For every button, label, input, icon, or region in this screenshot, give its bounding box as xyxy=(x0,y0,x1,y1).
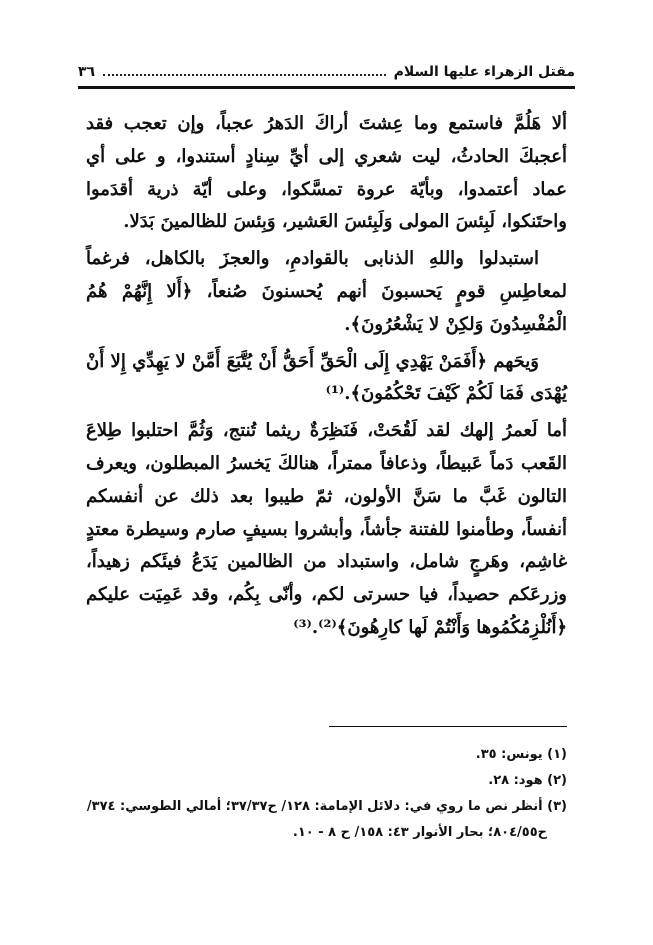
running-header xyxy=(78,54,575,80)
header-rule xyxy=(78,86,575,89)
footnote: (١) يونس: ٣٥. xyxy=(475,747,567,762)
paragraph: استبدلوا واللهِ الذنابى بالقوادمِ، والعجزَ بالكاهل، فرغماً لمعاطِسِ قومٍ يَحسبونَ أنهم يُحسنونَ صُنعاً، ﴿أَلا إِنَّهُمْ هُمُ الْمُفْسِدُونَ وَلكِنْ لا يَشْعُرُونَ﴾. xyxy=(86,248,567,335)
main-text xyxy=(86,108,567,649)
footnotes xyxy=(86,742,567,846)
footnote-separator xyxy=(329,726,567,727)
header-dotted-leader xyxy=(103,74,386,76)
footnote: (٣) أنظر نص ما روي في: دلائل الإمامة: ١٢٨/ ح٣٧/٣٧؛ أمالي الطوسي: ٣٧٤/ xyxy=(86,799,567,814)
page-number: ٣٦ xyxy=(78,64,96,80)
footnote: (٢) هود: ٢٨. xyxy=(488,773,567,788)
footnote-continuation: ح٨٠٤/٥٥؛ بحار الأنوار ٤٣: ١٥٨/ ح ٨ - ١٠. xyxy=(292,825,547,840)
header-title: مقتل الزهراء عليها السلام xyxy=(393,64,575,80)
paragraph: ألا هَلُمَّ فاستمع وما عِشتَ أراكَ الدَهرُ عجباً، وإن تعجب فقد أعجبكَ الحادثُ، ليت شعري إلى أيِّ سِنادٍ أستندوا، و على أي عماد أعتمدوا، وبأيّة عروة تمسَّكوا، وعلى أيّة ذرية أقدَموا واحتَنكوا، لَبِئسَ المولى وَلَبِئسَ العَشير، وَبِئسَ للظالمينَ بَدَلا. xyxy=(86,113,567,233)
paragraph: وَيحَهم ﴿أَفَمَنْ يَهْدِي إِلَى الْحَقِّ أَحَقُّ أَنْ يُتَّبَعَ أَمَّنْ لا يَهِدِّي إِلا أَنْ يُهْدَى فَمَا لَكُمْ كَيْفَ تَحْكُمُونَ﴾.⁽¹⁾ xyxy=(86,350,567,405)
paragraph: أما لَعمرُ إلهك لقد لَقُحَتْ، فَنَظِرَةٌ ريثما تُنتج، وَثُمَّ احتلبوا طِلاعَ القَعب دَماً عَبيطاً، وذعافاً ممتراً، هنالكَ يَخسرُ المبطلون، ويعرف التالون غَبَّ ما سَنَّ الأولون، ثمّ طيبوا بعد ذلك عن أنفسكم أنفساً، وطأمنوا للفتنة جأشاً، وأبشروا بسيفٍ صارم وسيطرة معتدٍ غاشِم، وهَرجٍ شامل، واستبداد من الظالمين يَدَعُ فيئَكم زهيداً، وزرعَكم حصيداً، فيا حسرتى لكم، وأنّى بِكُم، وقد عَمِيَت عليكم ﴿أَنُلْزِمُكُمُوها وَأَنْتُمْ لَها كارِهُونَ﴾⁽²⁾.⁽³⁾ xyxy=(86,420,567,638)
